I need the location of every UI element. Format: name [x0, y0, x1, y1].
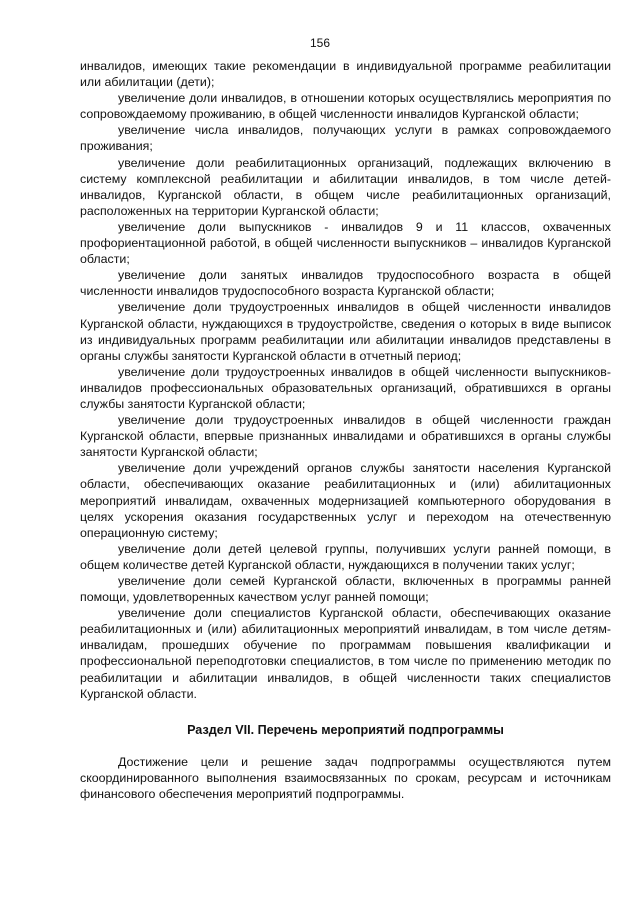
paragraph: инвалидов, имеющих такие рекомендации в индивидуальной программе реабилитации или абилитации (дети); [80, 59, 611, 90]
page-number: 156 [309, 36, 331, 50]
paragraph: увеличение доли специалистов Курганской области, обеспечивающих оказание реабилитационных и (или) абилитационных мероприятий инвалидам, в том числе детям-инвалидам, прошедших обучение по программам повышения квалификации и профессиональной переподготовки специалистов, в том числе по применению методик по реабилитации и абилитации инвалидов, в общей численности таких специалистов Курганской области. [80, 606, 611, 701]
paragraph: увеличение доли трудоустроенных инвалидов в общей численности выпускников-инвалидов профессиональных образовательных организаций, обратившихся в органы службы занятости Курганской области; [80, 364, 611, 411]
paragraph: увеличение доли трудоустроенных инвалидов в общей численности граждан Курганской области, впервые признанных инвалидами и обратившихся в органы службы занятости Курганской области; [80, 413, 611, 460]
paragraph: увеличение доли инвалидов, в отношении которых осуществлялись мероприятия по сопровождаемому проживанию, в общей численности инвалидов Курганской области; [80, 91, 611, 122]
section-heading: Раздел VII. Перечень мероприятий подпрограммы [187, 722, 504, 737]
paragraph: увеличение числа инвалидов, получающих услуги в рамках сопровождаемого проживания; [80, 123, 611, 154]
indicator-list [80, 58, 611, 702]
document-body [80, 58, 611, 802]
paragraph: увеличение доли детей целевой группы, получивших услуги ранней помощи, в общем количестве детей Курганской области, нуждающихся в получении таких услуг; [80, 541, 611, 572]
paragraph: увеличение доли семей Курганской области, включенных в программы ранней помощи, удовлетворенных качеством услуг ранней помощи; [80, 574, 611, 605]
paragraph: увеличение доли реабилитационных организаций, подлежащих включению в систему комплексной реабилитации и абилитации инвалидов, в том числе детей-инвалидов, Курганской области, в общем числе реабилитационных организаций, расположенных на территории Курганской области; [80, 155, 611, 218]
paragraph: увеличение доли учреждений органов службы занятости населения Курганской области, обеспечивающих оказание реабилитационных и (или) абилитационных мероприятий инвалидам, охваченных модернизацией компьютерного оборудования в целях ускорения оказания государственных услуг и переходом на отечественную операционную систему; [80, 461, 611, 540]
paragraph: увеличение доли трудоустроенных инвалидов в общей численности инвалидов Курганской области, нуждающихся в трудоустройстве, сведения о которых в виде выписок из индивидуальных программ реабилитации или абилитации инвалидов представлены в органы службы занятости Курганской области в отчетный период; [80, 300, 611, 363]
paragraph: увеличение доли выпускников - инвалидов 9 и 11 классов, охваченных профориентационной работой, в общей численности выпускников – инвалидов Курганской области; [80, 219, 611, 267]
paragraph: увеличение доли занятых инвалидов трудоспособного возраста в общей численности инвалидов трудоспособного возраста Курганской области; [80, 268, 611, 299]
closing-paragraph: Достижение цели и решение задач подпрограммы осуществляются путем скоординированного выполнения взаимосвязанных по срокам, ресурсам и источникам финансового обеспечения мероприятий подпрограммы. [80, 754, 611, 801]
